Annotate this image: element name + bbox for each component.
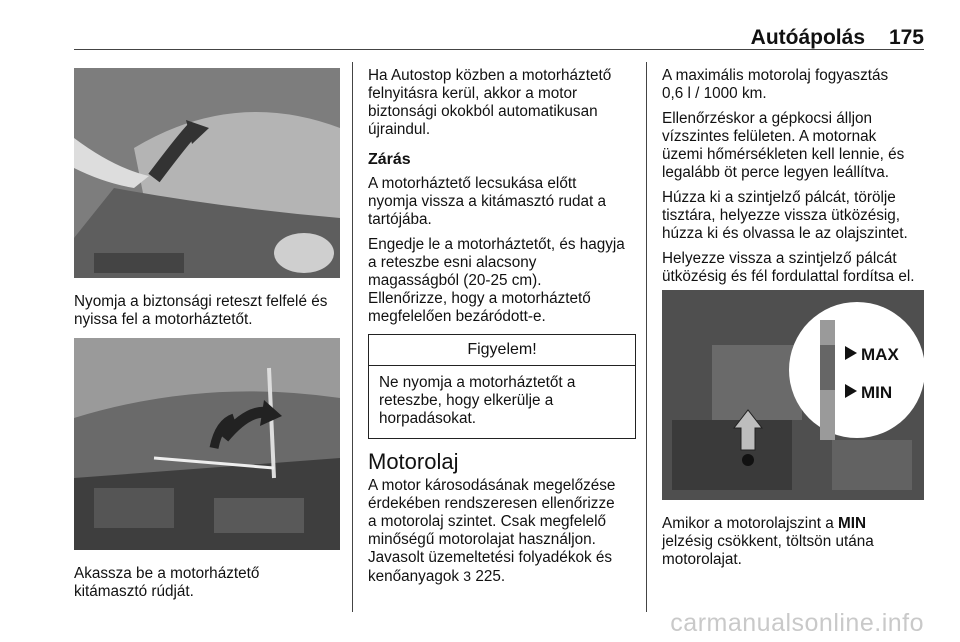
dipstick-min-label: MIN	[861, 383, 893, 402]
engine-oil-paragraph: A motor károsodásának megelőzése érdekében rendszeresen ellenőrizze a motorolaj szintet. Csak megfelelő minőségű motorolajat használjon. Javasolt üzemeltetési folyadékok és kenőanyagok 3 225.	[368, 477, 616, 585]
section-title: Autóápolás	[750, 26, 865, 49]
warning-box	[368, 334, 636, 439]
caption-prop-rod: Akassza be a motorháztető kitámasztó rúdját.	[74, 565, 260, 600]
dipstick-illustration	[662, 290, 924, 500]
prop-rod-illustration	[74, 338, 340, 550]
header-divider	[74, 49, 924, 50]
warning-text: Ne nyomja a motorháztetőt a reteszbe, hogy elkerülje a horpadásokat.	[379, 374, 576, 427]
topup-paragraph: Amikor a motorolajszint a MIN jelzésig csökkent, töltsön utána motorolajat.	[662, 515, 874, 568]
dipstick-reinsert-paragraph: Helyezze vissza a szintjelző pálcát ütközésig és fél fordulattal fordítsa el.	[662, 250, 915, 285]
closing-heading: Zárás	[368, 151, 411, 168]
page-number: 175	[888, 26, 924, 49]
page-reference-link[interactable]: 225.	[475, 568, 506, 585]
engine-oil-heading: Motorolaj	[368, 449, 459, 474]
dipstick-paragraph: Húzza ki a szintjelző pálcát, törölje tisztára, helyezze vissza ütközésig, húzza ki és olvassa le az olajszintet.	[662, 189, 908, 242]
column-3	[662, 67, 952, 293]
hood-opening-illustration	[74, 68, 340, 278]
oil-consumption-paragraph: A maximális motorolaj fogyasztás 0,6 l / 1000 km.	[662, 67, 889, 102]
page-reference-icon: 3	[463, 568, 472, 584]
column-2	[368, 67, 636, 593]
autostop-paragraph: Ha Autostop közben a motorháztető felnyitásra kerül, akkor a motor biztonsági okokból automatikusan újraindul.	[368, 67, 612, 138]
column-divider	[352, 62, 353, 612]
caption-release-latch: Nyomja a biztonsági reteszt felfelé és nyissa fel a motorháztetőt.	[74, 293, 328, 328]
dipstick-max-label: MAX	[861, 345, 899, 364]
closing-paragraph: A motorháztető lecsukása előtt nyomja vissza a kitámasztó rudat a tartójába.	[368, 175, 607, 228]
warning-title: Figyelem!	[369, 335, 635, 366]
lowering-paragraph: Engedje le a motorháztetőt, és hagyja a reteszbe esni alacsony magasságból (20-25 cm). Ellenőrizze, hogy a motorháztető megfelelően bezáródott-e.	[368, 236, 625, 325]
column-divider	[646, 62, 647, 612]
watermark: carmanualsonline.info	[670, 609, 924, 637]
check-conditions-paragraph: Ellenőrzéskor a gépkocsi álljon vízszintes felületen. A motornak üzemi hőmérsékleten kell lennie, és legalább öt perce legyen leállítva.	[662, 110, 905, 181]
